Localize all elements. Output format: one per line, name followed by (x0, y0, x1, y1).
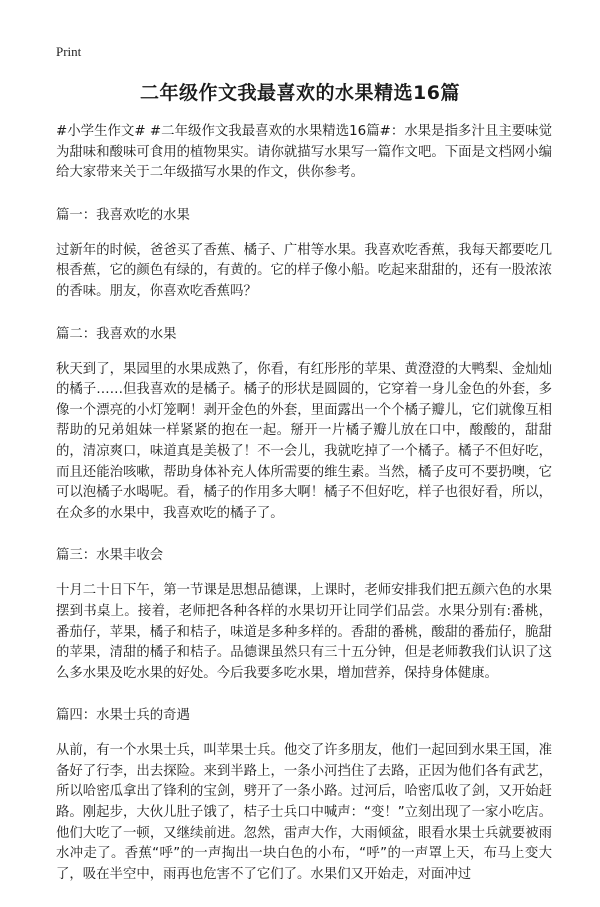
section-2 (56, 325, 552, 525)
article-body (56, 122, 552, 907)
section-heading: 篇二：我喜欢的水果 (56, 326, 177, 342)
section-1 (56, 206, 552, 303)
section-paragraph: 过新年的时候，爸爸买了香蕉、橘子、广柑等水果。我喜欢吃香蕉，我每天都要吃几根香蕉，它的颜色有绿的，有黄的。它的样子像小船。吃起来甜甜的，还有一股浓浓的香味。朋友，你喜欢吃香蕉吗？ (56, 242, 552, 299)
intro-paragraph: #小学生作文# #二年级作文我最喜欢的水果精选16篇#：水果是指多汁且主要味觉为甜味和酸味可食用的植物果实。请你就描写水果写一篇作文吧。下面是文档网小编给大家带来关于二年级描写水果的作文，供你参考。 (56, 124, 552, 181)
section-heading: 篇三：水果丰收会 (56, 548, 164, 564)
document-title: 二年级作文我最喜欢的水果精选16篇 (140, 82, 460, 104)
section-4 (56, 706, 552, 885)
section-paragraph: 秋天到了，果园里的水果成熟了，你看，有红彤彤的苹果、黄澄澄的大鸭梨、金灿灿的橘子……但我喜欢的是橘子。橘子的形状是圆圆的，它穿着一身儿金色的外套，多像一个漂亮的小灯笼啊！剥开金色的外套，里面露出一个个橘子瓣儿，它们就像互相帮助的兄弟姐妹一样紧紧的抱在一起。掰开一片橘子瓣儿放在口中，酸酸的，甜甜的，清凉爽口，味道真是美极了！不一会儿，我就吃掉了一个橘子。橘子不但好吃，而且还能治咳嗽，帮助身体补充人体所需要的维生素。当然，橘子皮可不要扔噢，它可以泡橘子水喝呢。看，橘子的作用多大啊！橘子不但好吃，样子也很好看，所以，在众多的水果中，我喜欢吃的橘子了。 (56, 361, 552, 521)
print-link[interactable]: Print (56, 44, 82, 59)
section-paragraph: 从前，有一个水果士兵，叫苹果士兵。他交了许多朋友，他们一起回到水果王国，准备好了行李，出去探险。来到半路上，一条小河挡住了去路，正因为他们各有武艺，所以哈密瓜拿出了锋利的宝剑，劈开了一条小路。过河后，哈密瓜收了剑，又开始赶路。刚起步，大伙儿肚子饿了，桔子士兵口中喊声：“变！”立刻出现了一家小吃店。他们大吃了一顿，又继续前进。忽然，雷声大作，大雨倾盆，眼看水果士兵就要被雨水冲走了。香蕉“呼”的一声掏出一块白色的小布，“呼”的一声罩上天，布马上变大了，吸在半空中，雨再也危害不了它们了。水果们又开始走，对面冲过 (56, 743, 552, 882)
section-heading: 篇一：我喜欢吃的水果 (56, 207, 190, 223)
section-3 (56, 546, 552, 684)
section-paragraph: 十月二十日下午，第一节课是思想品德课，上课时，老师安排我们把五颜六色的水果摆到书桌上。接着，老师把各种各样的水果切开让同学们品尝。水果分别有:番桃，番茄仔，苹果，橘子和桔子，味道是多种多样的。香甜的番桃，酸甜的番茄仔，脆甜的苹果，清甜的橘子和桔子。品德课虽然只有三十五分钟，但是老师教我们认识了这么多水果及吃水果的好处。今后我要多吃水果，增加营养，保持身体健康。 (56, 583, 552, 681)
section-heading: 篇四：水果士兵的奇遇 (56, 708, 190, 724)
